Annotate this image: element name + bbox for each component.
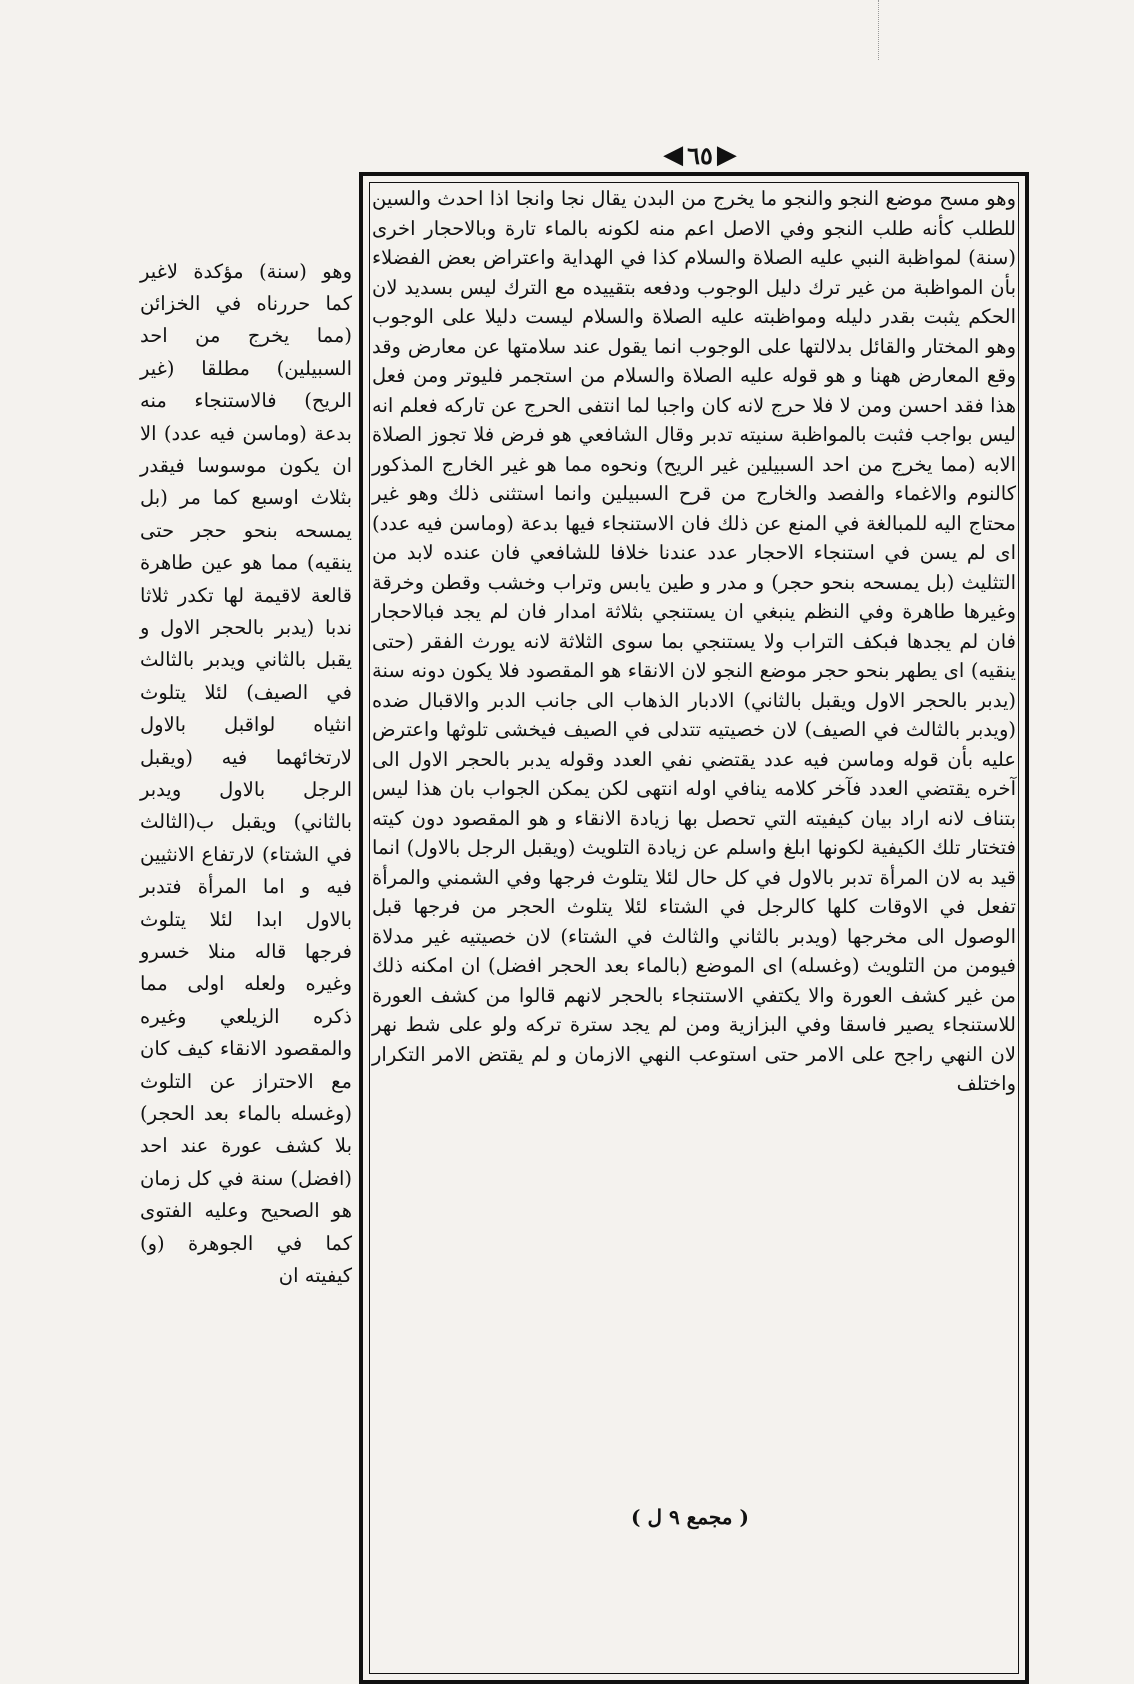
side-column — [140, 236, 352, 1312]
footer-signature: ( مجمع ٩ ل ) — [631, 1505, 749, 1529]
main-column — [372, 184, 1016, 1099]
page-number: ٦٥ — [687, 140, 713, 170]
paper-fold-line — [878, 0, 879, 60]
side-column-paragraph: وهو (سنة) مؤكدة لاغير كما حررناه في الخزائن (مما يخرج من احد السبيلين) مطلقا (غير الريح) فالاستنجاء منه بدعة (وماسن فيه عدد) الا ان يكون موسوسا فيقدر بثلاث اوسبع كما مر (بل يمسحه بنحو حجر حتى ينقيه) مما هو عين طاهرة قالعة لاقيمة لها تكدر ثلاثا ندبا (يدبر بالحجر الاول و يقبل بالثاني ويدبر بالثالث في الصيف) لئلا يتلوث انثياه لواقبل بالاول لارتخائهما فيه (ويقبل الرجل بالاول ويدبر بالثاني) ويقبل ب(الثالث في الشتاء) لارتفاع الانثيين فيه و اما المرأة فتدبر بالاول ابدا لئلا يتلوث فرجها قاله منلا خسرو وغيره ولعله اولى مما ذكره الزيلعي وغيره والمقصود الانقاء كيف كان مع الاحتراز عن التلوث (وغسله بالماء بعد الحجر) بلا كشف عورة عند احد (افضل) سنة في كل زمان هو الصحيح وعليه الفتوى كما في الجوهرة (و) كيفيته ان — [140, 259, 352, 1288]
main-column-paragraph: وهو مسح موضع النجو والنجو ما يخرج من البدن يقال نجا وانجا اذا احدث والسين للطلب كأنه طلب النجو وفي الاصل اعم منه لكونه بالماء تارة وبالاحجار اخرى (سنة) لمواظبة النبي عليه الصلاة والسلام كذا في الهداية واعتراض بعض الفضلاء بأن المواظبة من غير ترك دليل الوجوب ودفعه بتقييده مع الترك ليس بسديد لان الحكم يثبت بقدر دليله ومواظبته عليه الصلاة والسلام ليست دليلا على الوجوب وهو المختار والقائل بدلالتها على الوجوب انما يقول عند سلامتها عن معارض وقد وقع المعارض ههنا و هو قوله عليه الصلاة والسلام من استجمر فليوتر ومن فعل هذا فقد احسن ومن لا فلا حرج لانه كان واجبا لما انتفى الحرج عن تاركه فعلم انه ليس بواجب فثبت بالمواظبة سنيته تدبر وقال الشافعي هو فرض فلا تجوز الصلاة الابه (مما يخرج من احد السبيلين غير الريح) ونحوه مما هو غير الخارج المذكور كالنوم والاغماء والفصد والخارج من قرح السبيلين وانما استثنى ذلك وهو غير محتاج اليه للمبالغة في المنع عن ذلك فان الاستنجاء فيها بدعة (وماسن فيه عدد) اى لم يسن في استنجاء الاحجار عدد عندنا خلافا للشافعي فان عنده لابد من التثليث (بل يمسحه بنحو حجر) و مدر و طين يابس وتراب وخشب وقطن وخرقة وغيرها طاهرة وفي النظم ينبغي ان يستنجي بثلاثة امدار فان لم يجد فبالاحجار فان لم يجدها فبكف التراب ولا يستنجي بما سوى الثلاثة لانه يورث الفقر (حتى ينقيه) اى يطهر بنحو حجر موضع النجو لان الانقاء هو المقصود فلا يكون دونه سنة (يدبر بالحجر الاول ويقبل بالثاني) الادبار الذهاب الى جانب الدبر والاقبال ضده (ويدبر بالثالث في الصيف) لان خصيتيه تتدلى في الصيف فيخشى تلوثها واعترض عليه بأن قوله وماسن فيه عدد يقتضي نفي العدد وقوله يدبر بالحجر الاول الى آخره يقتضي العدد فآخر كلامه ينافي اوله انتهى لكن يمكن الجواب بان هذا ليس بتناف لانه اراد بيان كيفيته التي تحصل بها زيادة الانقاء و هو المقصود دون كيته فتختار تلك الكيفية لكونها ابلغ واسلم عن زيادة التلويث (ويقبل الرجل بالاول) انما قيد به لان المرأة تدبر بالاول في كل حال لئلا يتلوث فرجها وفي الشمني والمرأة تفعل في الاوقات كلها كالرجل في الشتاء لئلا يتلوث الحجر من فرجها قبل الوصول الى مخرجها (ويدبر بالثاني والثالث في الشتاء) لان خصيتيه غير مدلاة فيومن من التلويث (وغسله) اى الموضع (بالماء بعد الحجر افضل) ان امكنه ذلك من غير كشف العورة والا يكتفي الاستنجاء بالحجر لانهم قالوا من كشف العورة للاستنجاء يصير فاسقا وفي البزازية ومن لم يجد سترة تركه ولو على شط نهر لان النهي راجح على الامر حتى استوعب النهي الازمان و لم يقتض الامر التكرار واختلف — [372, 187, 1016, 1095]
ornament-right-icon: ▶ — [716, 140, 737, 170]
page-header — [630, 138, 770, 172]
ornament-left-icon: ◀ — [663, 140, 684, 170]
